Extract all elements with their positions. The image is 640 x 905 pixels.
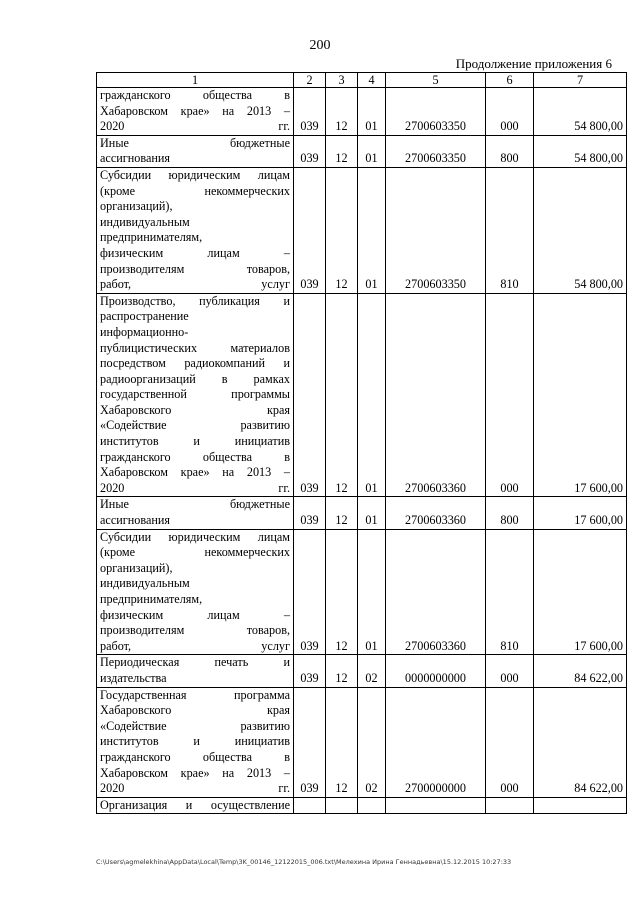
description-line: радиоорганизаций в рамках (100, 371, 290, 386)
column-number-4: 4 (358, 73, 386, 88)
description-line: индивидуальным (100, 214, 190, 229)
description-line: «Содействие развитию (100, 718, 290, 733)
ministry-code-cell: 039 (294, 88, 326, 136)
column-number-7: 7 (534, 73, 627, 88)
table-row (97, 293, 627, 497)
description-line: «Содействие развитию (100, 418, 290, 433)
description-line: государственной программы (100, 387, 290, 402)
description-line: институтов и инициатив (100, 734, 290, 749)
description-line: Организация и осуществление (100, 797, 290, 812)
description-line: публицистических материалов (100, 340, 290, 355)
description-line: Субсидии юридическим лицам (100, 167, 290, 182)
description-line: Иные бюджетные (100, 135, 290, 150)
ministry-code-cell: 039 (294, 167, 326, 293)
description-line: посредством радиокомпаний и (100, 356, 290, 371)
description-line: Хабаровском крае» на 2013 – (100, 765, 290, 780)
description-line: производителям товаров, (100, 261, 290, 276)
section-code-cell: 12 (326, 167, 358, 293)
description-line: Хабаровского края (100, 402, 290, 417)
description-line: физическим лицам – (100, 607, 290, 622)
table-row (97, 497, 627, 529)
target-article-cell: 2700000000 (386, 687, 486, 797)
amount-cell: 54 800,00 (534, 135, 627, 167)
subsection-code-cell: 01 (358, 529, 386, 655)
section-code-cell: 12 (326, 88, 358, 136)
subsection-code-cell: 02 (358, 655, 386, 687)
target-article-cell: 2700603350 (386, 167, 486, 293)
section-code-cell: 12 (326, 135, 358, 167)
ministry-code-cell: 039 (294, 529, 326, 655)
subsection-code-cell: 01 (358, 293, 386, 497)
description-line: ассигнования (100, 151, 171, 166)
ministry-code-cell: 039 (294, 655, 326, 687)
description-cell (97, 797, 294, 814)
table-body (97, 73, 627, 814)
description-line: 2020 гг. (100, 480, 290, 495)
description-line: Хабаровском крае» на 2013 – (100, 103, 290, 118)
description-line: физическим лицам – (100, 245, 290, 260)
amount-cell: 54 800,00 (534, 167, 627, 293)
amount-cell: 17 600,00 (534, 293, 627, 497)
expense-type-cell: 000 (486, 293, 534, 497)
ministry-code-cell: 039 (294, 687, 326, 797)
description-line: Производство, публикация и (100, 293, 290, 308)
target-article-cell: 2700603360 (386, 497, 486, 529)
section-code-cell: 12 (326, 687, 358, 797)
description-cell (97, 135, 294, 167)
description-cell (97, 655, 294, 687)
description-line: гражданского общества в (100, 449, 290, 464)
description-line: организаций), (100, 560, 173, 575)
subsection-code-cell (358, 797, 386, 814)
description-line: работ, услуг (100, 277, 290, 292)
amount-cell: 84 622,00 (534, 655, 627, 687)
subsection-code-cell: 02 (358, 687, 386, 797)
description-cell (97, 687, 294, 797)
file-path-footer: C:\Users\agmelekhina\AppData\Local\Temp\3K_00146_12122015_006.txt\Мелехина Ирина Геннадьевна\15.12.2015 10:27:33 (96, 858, 512, 866)
column-number-3: 3 (326, 73, 358, 88)
section-code-cell: 12 (326, 529, 358, 655)
description-line: предпринимателям, (100, 230, 203, 245)
amount-cell: 17 600,00 (534, 529, 627, 655)
ministry-code-cell (294, 797, 326, 814)
description-line: (кроме некоммерческих (100, 183, 290, 198)
table-row (97, 655, 627, 687)
expense-type-cell (486, 797, 534, 814)
column-number-2: 2 (294, 73, 326, 88)
ministry-code-cell: 039 (294, 293, 326, 497)
column-number-row (97, 73, 627, 88)
description-line: индивидуальным (100, 576, 190, 591)
section-code-cell: 12 (326, 655, 358, 687)
target-article-cell: 2700603360 (386, 293, 486, 497)
budget-table (96, 72, 627, 814)
ministry-code-cell: 039 (294, 135, 326, 167)
page-number: 200 (309, 38, 331, 53)
description-line: гражданского общества в (100, 749, 290, 764)
description-line: Государственная программа (100, 687, 290, 702)
amount-cell (534, 797, 627, 814)
description-line: распространение (100, 309, 189, 324)
table-row (97, 167, 627, 293)
target-article-cell: 0000000000 (386, 655, 486, 687)
target-article-cell: 2700603350 (386, 88, 486, 136)
subsection-code-cell: 01 (358, 167, 386, 293)
table-row (97, 529, 627, 655)
description-line: работ, услуг (100, 638, 290, 653)
column-number-6: 6 (486, 73, 534, 88)
expense-type-cell: 800 (486, 497, 534, 529)
target-article-cell: 2700603350 (386, 135, 486, 167)
target-article-cell: 2700603360 (386, 529, 486, 655)
ministry-code-cell: 039 (294, 497, 326, 529)
subsection-code-cell: 01 (358, 497, 386, 529)
description-line: 2020 гг. (100, 781, 290, 796)
description-line: Хабаровском крае» на 2013 – (100, 465, 290, 480)
description-cell (97, 167, 294, 293)
amount-cell: 17 600,00 (534, 497, 627, 529)
amount-cell: 54 800,00 (534, 88, 627, 136)
description-line: предпринимателям, (100, 592, 203, 606)
description-cell (97, 88, 294, 136)
expense-type-cell: 810 (486, 529, 534, 655)
column-number-1: 1 (97, 73, 294, 88)
description-line: производителям товаров, (100, 623, 290, 638)
column-number-5: 5 (386, 73, 486, 88)
amount-cell: 84 622,00 (534, 687, 627, 797)
section-code-cell: 12 (326, 497, 358, 529)
expense-type-cell: 000 (486, 88, 534, 136)
description-cell (97, 293, 294, 497)
table-row (97, 797, 627, 814)
section-code-cell (326, 797, 358, 814)
subsection-code-cell: 01 (358, 135, 386, 167)
description-line: 2020 гг. (100, 119, 290, 134)
table-row (97, 135, 627, 167)
description-line: организаций), (100, 199, 173, 214)
description-line: информационно- (100, 324, 189, 339)
description-line: издательства (100, 670, 167, 685)
expense-type-cell: 000 (486, 655, 534, 687)
description-line: ассигнования (100, 513, 171, 528)
expense-type-cell: 800 (486, 135, 534, 167)
expense-type-cell: 000 (486, 687, 534, 797)
section-code-cell: 12 (326, 293, 358, 497)
description-cell (97, 529, 294, 655)
table-row (97, 687, 627, 797)
expense-type-cell: 810 (486, 167, 534, 293)
description-cell (97, 497, 294, 529)
subsection-code-cell: 01 (358, 88, 386, 136)
description-line: Периодическая печать и (100, 655, 290, 670)
description-line: Субсидии юридическим лицам (100, 529, 290, 544)
description-line: Иные бюджетные (100, 497, 290, 512)
description-line: гражданского общества в (100, 88, 290, 102)
description-line: Хабаровского края (100, 703, 290, 718)
description-line: (кроме некоммерческих (100, 545, 290, 560)
appendix-continuation: Продолжение приложения 6 (455, 56, 612, 71)
table-row (97, 88, 627, 136)
target-article-cell (386, 797, 486, 814)
description-line: институтов и инициатив (100, 434, 290, 449)
